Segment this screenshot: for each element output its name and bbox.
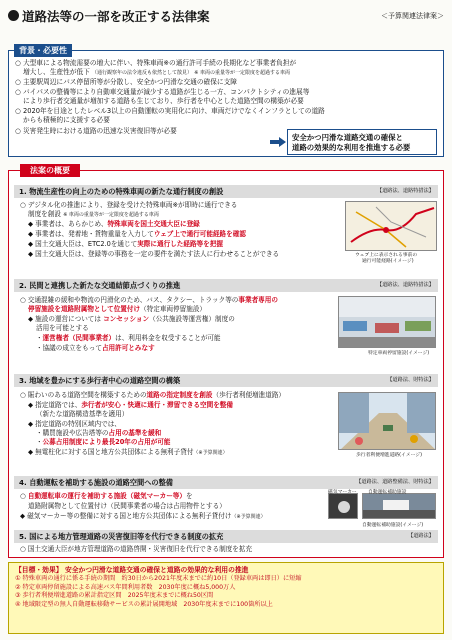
callout-line-1: 安全かつ円滑な道路交通の確保と	[292, 133, 403, 142]
s1-line-2: 制度を創設 ※ 車両の重量等が一定限度を超過する車両	[28, 210, 159, 218]
route-map-caption-2: 通行可能経路(イメージ)	[362, 259, 414, 264]
bg-item-4: ○ 2020年を目途としたレベル3以上の自動運転の実用化に向け、車両だけでなくインフラとしての道路	[15, 107, 325, 115]
black-dot-icon	[8, 10, 19, 21]
callout-line-2: 道路の効果的な利用を推進する必要	[292, 143, 411, 152]
s4-line-1: ○ 自動運転車の運行を補助する施設（磁気マーカー等）を	[20, 492, 193, 500]
bus-terminal-image	[338, 296, 436, 348]
s2-line-5: ・運営権者（民間事業者）は、利用料金を収受することが可能	[36, 334, 221, 342]
s1-line-5: ◆ 国土交通大臣は、ETC2.0を通じて実際に通行した経路等を把握	[28, 240, 223, 248]
s2-line-6: ・協議の成立をもって占用許可とみなす	[36, 344, 155, 352]
bg-item-2: ○ 主要駅周辺にバス停留所等が分散し、安全かつ円滑な交通の確保に支障	[15, 78, 237, 86]
effect-item-2: ② 特定車両停留施設による高速バス年間利用者数 2030年度に概ね5,000万人	[15, 583, 236, 591]
s3-line-5: ・購買施設や広告塔等の占用の基準を緩和	[36, 429, 162, 437]
s4-line-2: 道路附属物として位置付け（民間事業者の場合は占用物件とする）	[28, 502, 226, 510]
s3-line-1: ○ 賑わいのある道路空間を構築するための道路の指定制度を創設（歩行者利便増進道路）	[20, 391, 286, 399]
s3-line-7: ◆ 無電柱化に対する国と地方公共団体による無利子貸付（※予算関連）	[28, 448, 228, 456]
measures-tab: 法案の概要	[20, 164, 80, 177]
s1-line-4: ◆ 事業者は、発着地・貨物重量を入力してウェブ上で通行可能経路を確認	[28, 230, 246, 238]
s3-line-6: ・公募占用制度により最長20年の占用が可能	[36, 438, 171, 446]
s1-line-1: ○ デジタル化の推進により、登録を受けた特殊車両※が即時に通行できる	[20, 201, 238, 209]
effect-item-3: ③ 歩行者利便増進道路の累計指定区間 2025年度末までに概ね50区間	[15, 592, 214, 600]
s3-line-4: ◆ 指定道路の特別区域内では、	[28, 420, 121, 428]
background-box	[8, 50, 444, 157]
bus-terminal-caption: 特定車両停留施設(イメージ)	[368, 351, 430, 356]
effect-item-4: ④ 地域限定型の無人自動運転移動サービスの累計展開地域 2030年度末までに100箇所以上	[15, 600, 273, 608]
double-arrow-right-icon	[270, 137, 286, 147]
autonomous-facility-label: 自動運転補助施設	[368, 490, 407, 495]
bg-item-1: ○ 大型車による物流需要の増大に伴い、特殊車両※の通行許可手続の長期化など事業者負担が	[15, 59, 297, 67]
effects-title: 【目標・効果】 安全かつ円滑な道路交通の確保と道路の効果的な利用の推進	[15, 566, 249, 574]
background-callout	[287, 129, 437, 155]
bg-item-4b: からも積極的に支援する必要	[23, 116, 110, 124]
pedestrian-street-caption: 歩行者利便増進道路(イメージ)	[356, 453, 422, 458]
effect-item-1: ① 特殊車両の通行に係る手続の期間 約30日から2021年度末までに約10日（登録車両は即日）に短縮	[15, 575, 302, 582]
s1-line-6: ◆ 国土交通大臣は、登録等の事務を一定の要件を満たす法人に行わせることができる	[28, 250, 280, 258]
route-map-caption-1: ウェブ上に表示される事前の	[355, 253, 418, 258]
bg-item-1b: 増大し、生産性が低下 （通行観察年の法令違反も依然として散見） ※ 車両の重量等が一定限度を超過する車両	[23, 68, 290, 76]
route-map-image	[345, 201, 437, 251]
section-1-header: 1. 物流生産性の向上のための特殊車両の新たな通行制度の創設 【道路法、道路特措法】	[14, 185, 438, 198]
s2-line-2: 停留施設を道路附属物として位置付け（特定車両停留施設）	[28, 305, 207, 313]
background-tab: 背景・必要性	[14, 44, 72, 57]
magnetic-marker-image	[328, 493, 358, 519]
s4-line-3: ◆ 磁気マーカー等の整備に対する国と地方公共団体による無利子貸付け（※予算関連）	[20, 512, 266, 520]
s5-line-1: ○ 国土交通大臣が地方管理道路の道路啓開・災害復旧を代行できる制度を拡充	[20, 545, 253, 553]
effects-box	[8, 562, 444, 634]
s3-line-2: ◆ 指定道路では、歩行者が安心・快適に通行・滞留できる空間を整備	[28, 401, 233, 409]
bg-item-3b: により歩行者交通量が増加する道路も生じており、歩行者を中心とした道路空間の構築が必要	[23, 97, 304, 105]
bg-item-3: ○ バイパスの整備等により自動車交通量が減少する道路が生じる一方、コンパクトシティの進展等	[15, 88, 310, 96]
budget-tag: ＜予算関連法律案＞	[381, 12, 444, 20]
bg-item-5: ○ 災害発生時における道路の迅速な災害復旧等が必要	[15, 127, 177, 135]
section-4-header: 4. 自動運転を補助する施設の道路空間への整備 【道路法、道路整備法、財特法】	[14, 476, 438, 489]
s1-line-3: ◆ 事業者は、あらかじめ、特殊車両を国土交通大臣に登録	[28, 220, 200, 228]
section-2-header: 2. 民間と連携した新たな交通結節点づくりの推進 【道路法、道路特措法】	[14, 279, 438, 292]
page-title: 道路法等の一部を改正する法律案	[22, 9, 210, 24]
autonomous-facility-caption: 自動運転補助施設(イメージ)	[362, 523, 424, 528]
s2-line-3: ◆ 施設の運営については コンセッション（公共施設等運営権）制度の	[28, 315, 235, 323]
pedestrian-street-image	[338, 392, 436, 450]
autonomous-facility-image	[362, 493, 436, 519]
header	[8, 7, 444, 25]
s2-line-1: ○ 交通混雑の緩和や物流の円滑化のため、バス、タクシー、トラック等の事業者専用の	[20, 296, 278, 304]
s2-line-4: 活用を可能とする	[36, 324, 89, 332]
section-5-header: 5. 国による地方管理道路の災害復旧等を代行できる制度の拡充 【道路法】	[14, 530, 438, 543]
s3-line-3: （新たな道路構造基準を適用）	[36, 410, 129, 418]
section-3-header: 3. 地域を豊かにする歩行者中心の道路空間の構築 【道路法、財特法】	[14, 374, 438, 387]
magnetic-marker-label: 磁気マーカー	[328, 490, 357, 495]
